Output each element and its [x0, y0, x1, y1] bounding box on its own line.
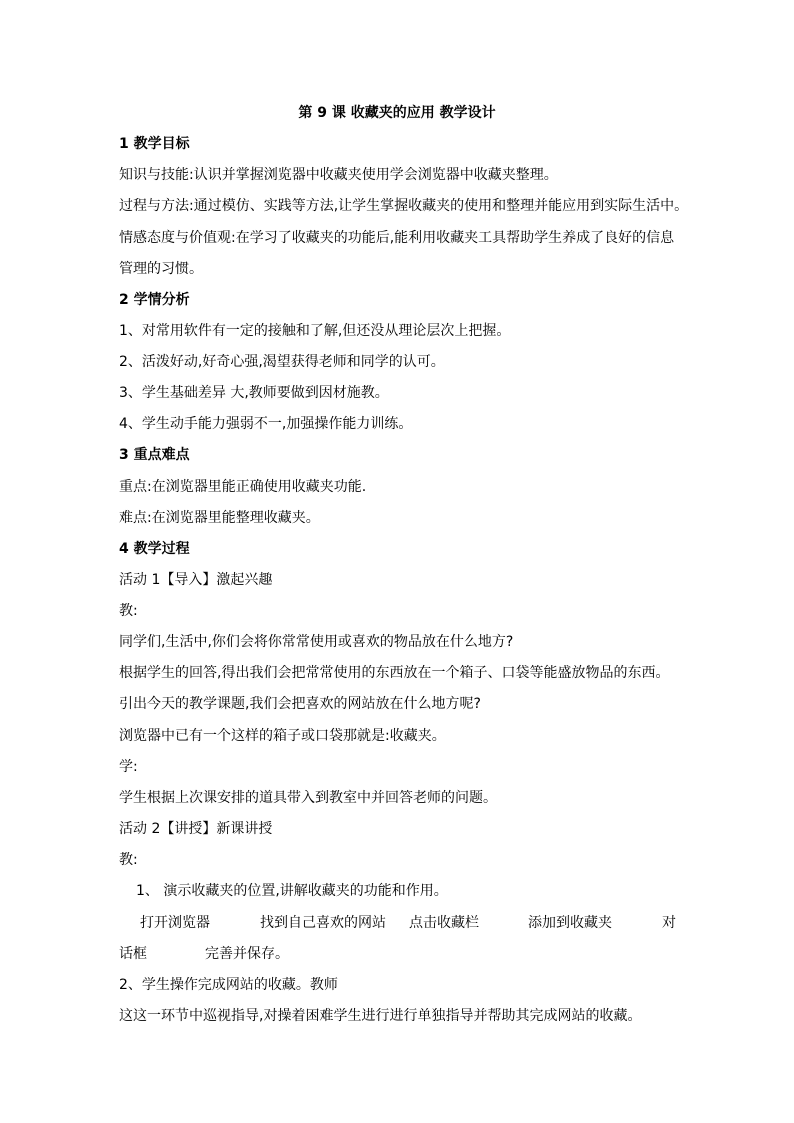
document-title: 第 9 课 收藏夹的应用 教学设计: [298, 105, 496, 121]
flow-steps-row-2: [0, 944, 794, 964]
section-heading-teaching-process: 4 教学过程: [119, 541, 190, 557]
list-item: 2、活泼好动,好奇心强,渴望获得老师和同学的认可。: [119, 354, 445, 370]
teacher-label: 教:: [119, 852, 138, 868]
flow-step: 话框: [119, 946, 147, 962]
flow-steps-row: [0, 913, 794, 933]
flow-step: 完善并保存。: [205, 946, 289, 962]
paragraph-process-methods: 过程与方法:通过模仿、实践等方法,让学生掌握收藏夹的使用和整理并能应用到实际生活中。: [119, 198, 689, 214]
difficulty-text: 难点:在浏览器里能整理收藏夹。: [119, 510, 320, 526]
flow-step: 对: [662, 915, 676, 931]
step-2-continuation: 这这一环节中巡视指导,对操着困难学生进行进行单独指导并帮助其完成网站的收藏。: [119, 1008, 642, 1024]
activity-1-title: 活动 1【导入】激起兴趣: [119, 572, 273, 588]
key-point-text: 重点:在浏览器里能正确使用收藏夹功能.: [119, 479, 367, 495]
flow-step: 打开浏览器: [140, 915, 210, 931]
flow-step: 点击收藏栏: [409, 915, 479, 931]
list-item: 3、学生基础差异 大,教师要做到因材施教。: [119, 385, 389, 401]
paragraph-attitude-values-cont: 管理的习惯。: [119, 261, 203, 277]
paragraph-knowledge-skills: 知识与技能:认识并掌握浏览器中收藏夹使用学会浏览器中收藏夹整理。: [119, 167, 558, 183]
teacher-line: 浏览器中已有一个这样的箱子或口袋那就是:收藏夹。: [119, 728, 446, 744]
teacher-line: 根据学生的回答,得出我们会把常常使用的东西放在一个箱子、口袋等能盛放物品的东西。: [119, 665, 670, 681]
student-label: 学:: [119, 759, 138, 775]
list-item: 4、学生动手能力强弱不一,加强操作能力训练。: [119, 416, 413, 432]
step-2-text: 2、学生操作完成网站的收藏。教师: [119, 977, 338, 993]
section-heading-student-analysis: 2 学情分析: [119, 292, 190, 308]
step-1-text: 1、 演示收藏夹的位置,讲解收藏夹的功能和作用。: [136, 883, 448, 899]
activity-2-title: 活动 2【讲授】新课讲授: [119, 821, 273, 837]
flow-step: 找到自己喜欢的网站: [260, 915, 386, 931]
teacher-line: 引出今天的教学课题,我们会把喜欢的网站放在什么地方呢?: [119, 696, 481, 712]
paragraph-attitude-values: 情感态度与价值观:在学习了收藏夹的功能后,能利用收藏夹工具帮助学生养成了良好的信息: [119, 230, 675, 246]
list-item: 1、对常用软件有一定的接触和了解,但还没从理论层次上把握。: [119, 323, 511, 339]
teacher-line: 同学们,生活中,你们会将你常常使用或喜欢的物品放在什么地方?: [119, 634, 514, 650]
section-heading-key-points: 3 重点难点: [119, 447, 190, 463]
section-heading-goals: 1 教学目标: [119, 136, 190, 152]
flow-step: 添加到收藏夹: [528, 915, 612, 931]
teacher-label: 教:: [119, 603, 138, 619]
student-line: 学生根据上次课安排的道具带入到教室中并回答老师的问题。: [119, 790, 497, 806]
